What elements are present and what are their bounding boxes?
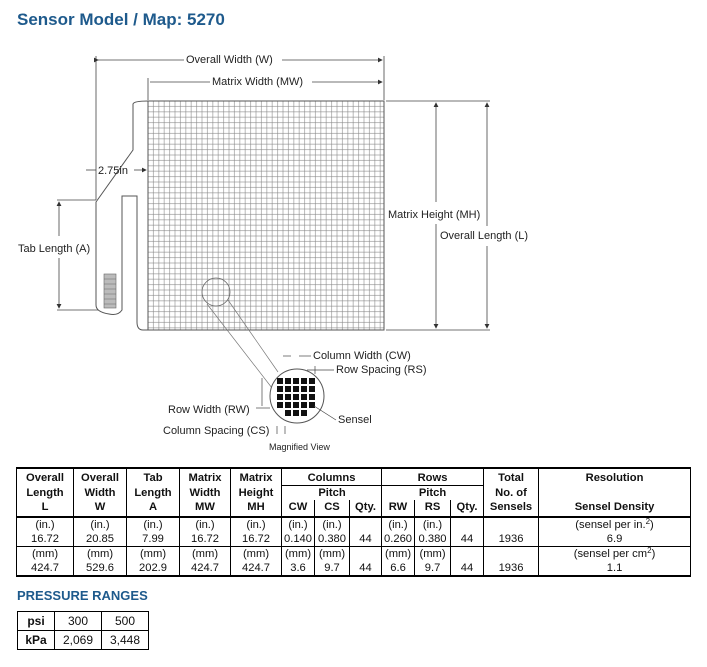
in-cs: 0.380 <box>315 532 350 547</box>
in-mw: 16.72 <box>180 532 231 547</box>
in-col-qty: 44 <box>350 532 382 547</box>
mm-unit-mw: (mm) <box>180 547 231 562</box>
in-cw: 0.140 <box>282 532 315 547</box>
kpa-value: 3,448 <box>102 631 149 650</box>
in-l: 16.72 <box>17 532 74 547</box>
psi-value: 500 <box>102 612 149 631</box>
hdr-tab-length-3: A <box>127 500 180 517</box>
pressure-ranges-title: PRESSURE RANGES <box>17 588 148 603</box>
sensel-label: Sensel <box>338 414 372 426</box>
mm-w: 529.6 <box>74 561 127 576</box>
hdr-overall-length-2: Length <box>17 486 74 501</box>
row-spacing-label: Row Spacing (RS) <box>336 364 427 376</box>
mm-row-qty: 44 <box>451 561 484 576</box>
mm-l: 424.7 <box>17 561 74 576</box>
mm-cs: 9.7 <box>315 561 350 576</box>
hdr-rows: Rows <box>382 468 484 486</box>
in-unit-mh: (in.) <box>231 517 282 532</box>
tab-length-label: Tab Length (A) <box>18 243 91 255</box>
in-unit-a: (in.) <box>127 517 180 532</box>
sensor-matrix-grid <box>148 101 384 330</box>
mm-density-unit: (sensel per $cm^2$) <box>539 547 691 562</box>
in-density: 6.9 <box>539 532 691 547</box>
hdr-matrix-height-3: MH <box>231 500 282 517</box>
hdr-matrix-width-2: Width <box>180 486 231 501</box>
hdr-overall-width-3: W <box>74 500 127 517</box>
hdr-matrix-height-1: Matrix <box>231 468 282 486</box>
mm-unit-w: (mm) <box>74 547 127 562</box>
hdr-tab-length-1: Tab <box>127 468 180 486</box>
hdr-matrix-width-1: Matrix <box>180 468 231 486</box>
hdr-overall-length-1: Overall <box>17 468 74 486</box>
hdr-row-pitch: Pitch <box>415 486 451 501</box>
mm-cw: 3.6 <box>282 561 315 576</box>
page-title: Sensor Model / Map: 5270 <box>17 10 225 29</box>
hdr-overall-length-3: L <box>17 500 74 517</box>
hdr-cw: CW <box>282 500 315 517</box>
kpa-label: kPa <box>18 631 55 650</box>
in-unit-rs: (in.) <box>415 517 451 532</box>
hdr-overall-width-1: Overall <box>74 468 127 486</box>
hdr-rw: RW <box>382 500 415 517</box>
in-rs: 0.380 <box>415 532 451 547</box>
mm-col-qty: 44 <box>350 561 382 576</box>
kpa-value: 2,069 <box>55 631 102 650</box>
hdr-resolution: Resolution <box>539 468 691 486</box>
mm-mh: 424.7 <box>231 561 282 576</box>
mm-a: 202.9 <box>127 561 180 576</box>
hdr-col-pitch: Pitch <box>315 486 350 501</box>
sensor-spec-table <box>16 467 691 577</box>
mm-rw: 6.6 <box>382 561 415 576</box>
psi-value: 300 <box>55 612 102 631</box>
hdr-col-qty: Qty. <box>350 500 382 517</box>
in-row-qty: 44 <box>451 532 484 547</box>
in-total: 1936 <box>484 532 539 547</box>
hdr-total-1: Total <box>484 468 539 486</box>
in-w: 20.85 <box>74 532 127 547</box>
column-width-label: Column Width (CW) <box>313 350 411 362</box>
in-mh: 16.72 <box>231 532 282 547</box>
in-unit-mw: (in.) <box>180 517 231 532</box>
in-density-unit: (sensel per in.$^2$) <box>539 517 691 532</box>
row-width-label: Row Width (RW) <box>168 404 250 416</box>
hdr-row-qty: Qty. <box>451 500 484 517</box>
in-unit-cs: (in.) <box>315 517 350 532</box>
tab-offset-label: 2.75in <box>98 165 128 177</box>
in-unit-cw: (in.) <box>282 517 315 532</box>
mm-density: 1.1 <box>539 561 691 576</box>
overall-length-label: Overall Length (L) <box>440 230 529 242</box>
hdr-total-2: No. of <box>484 486 539 501</box>
mm-unit-mh: (mm) <box>231 547 282 562</box>
hdr-overall-width-2: Width <box>74 486 127 501</box>
mm-unit-cs: (mm) <box>315 547 350 562</box>
mm-rs: 9.7 <box>415 561 451 576</box>
in-a: 7.99 <box>127 532 180 547</box>
psi-label: psi <box>18 612 55 631</box>
in-unit-rw: (in.) <box>382 517 415 532</box>
overall-width-label: Overall Width (W) <box>186 54 273 66</box>
hdr-sensel-density: Sensel Density <box>539 500 691 517</box>
hdr-matrix-height-2: Height <box>231 486 282 501</box>
in-rw: 0.260 <box>382 532 415 547</box>
mm-mw: 424.7 <box>180 561 231 576</box>
hdr-rs: RS <box>415 500 451 517</box>
column-spacing-label: Column Spacing (CS) <box>163 425 270 437</box>
hdr-cs: CS <box>315 500 350 517</box>
in-unit-l: (in.) <box>17 517 74 532</box>
hdr-matrix-width-3: MW <box>180 500 231 517</box>
in-unit-w: (in.) <box>74 517 127 532</box>
magnified-view-label: Magnified View <box>269 442 330 452</box>
hdr-total-3: Sensels <box>484 500 539 517</box>
mm-unit-rw: (mm) <box>382 547 415 562</box>
matrix-height-label: Matrix Height (MH) <box>388 209 481 221</box>
mm-total: 1936 <box>484 561 539 576</box>
mm-unit-cw: (mm) <box>282 547 315 562</box>
mm-unit-a: (mm) <box>127 547 180 562</box>
hdr-columns: Columns <box>282 468 382 486</box>
mm-unit-l: (mm) <box>17 547 74 562</box>
matrix-width-label: Matrix Width (MW) <box>212 76 304 88</box>
hdr-tab-length-2: Length <box>127 486 180 501</box>
pressure-ranges-table <box>17 611 149 650</box>
mm-unit-rs: (mm) <box>415 547 451 562</box>
